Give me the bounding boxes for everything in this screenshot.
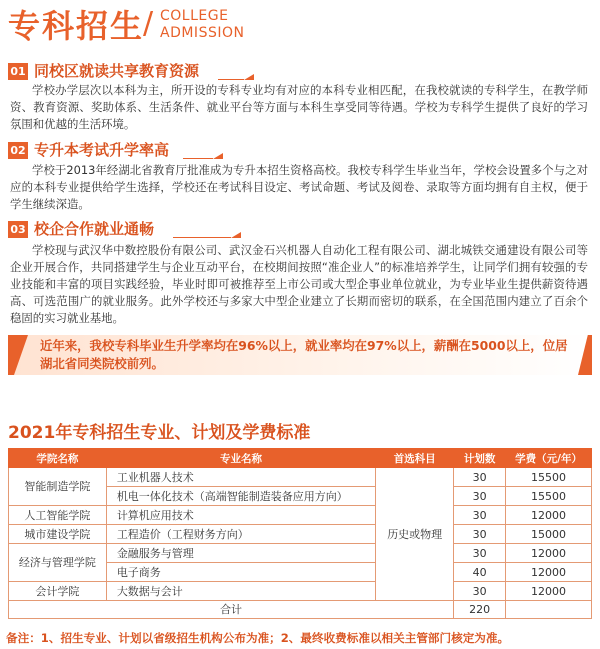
section-title: 同校区就读共享教育资源 [34, 62, 200, 80]
fee-cell: 15500 [506, 468, 592, 487]
fee-cell: 15500 [506, 487, 592, 506]
fee-cell: 15000 [506, 525, 592, 544]
banner-right-accent [578, 335, 592, 375]
table-total-row [9, 601, 592, 619]
major-cell: 计算机应用技术 [106, 506, 375, 525]
plan-cell: 30 [454, 544, 506, 563]
plan-cell: 40 [454, 563, 506, 582]
fee-cell: 12000 [506, 506, 592, 525]
major-cell: 大数据与会计 [106, 582, 375, 601]
total-label: 合计 [9, 601, 454, 619]
plan-cell: 30 [454, 525, 506, 544]
total-plan: 220 [454, 601, 506, 619]
section-number: 02 [8, 142, 28, 159]
section-paragraph-01: 学校办学层次以本科为主，所开设的专科专业均有对应的本科专业相匹配，在我校就读的专科学生，在教学师资、教育资源、奖助体系、生活条件、就业平台等方面与本科生享受同等待遇。学校为专科学生提供了良好的学习氛围和优越的生活环境。 [10, 83, 588, 131]
title-english-line2: ADMISSION [160, 25, 245, 41]
total-fee-empty [506, 601, 592, 619]
footnote: 备注：1、招生专业、计划以省级招生机构公布为准；2、最终收费标准以相关主管部门核定为准。 [6, 631, 510, 645]
header-college: 学院名称 [9, 449, 107, 468]
college-cell: 城市建设学院 [9, 525, 107, 544]
major-cell: 金融服务与管理 [106, 544, 375, 563]
plan-cell: 30 [454, 468, 506, 487]
plan-cell: 30 [454, 506, 506, 525]
section-number: 03 [8, 221, 28, 238]
major-cell: 机电一体化技术（高端智能制造装备应用方向） [106, 487, 375, 506]
subject-cell: 历史或物理 [376, 468, 454, 601]
section-heading-03 [8, 221, 588, 239]
header-plan: 计划数 [454, 449, 506, 468]
section-paragraph-03: 学校现与武汉华中数控股份有限公司、武汉金石兴机器人自动化工程有限公司、湖北城铁交通建设有限公司等企业开展合作，共同搭建学生与企业互动平台，在校期间按照“准企业人”的标准培养学生，让同学们拥有较强的专业技能和丰富的项目实践经验，毕业时即可被推荐至上市公司或大型企事业单位就业，为专业毕业生提供薪资待遇高、可选范围广的就业服务。此外学校还与多家大中型企业建立了长期而密切的联系，在全国范围内建立了百余个稳固的实习就业基地。 [10, 243, 588, 325]
title-english [160, 8, 244, 42]
section-paragraph-02: 学校于2013年经湖北省教育厅批准成为专升本招生资格高校。我校专科学生毕业当年，学校会设置多个与之对应的本科专业提供给学生选择，学校还在考试科目设定、考试命题、考试及阅卷、录取等方面均拥有自主权，便于学生继续深造。 [10, 163, 588, 211]
section-underline [183, 158, 213, 159]
banner-left-accent [8, 335, 28, 375]
section-heading-01 [8, 63, 588, 81]
college-cell: 智能制造学院 [9, 468, 107, 506]
section-number: 01 [8, 63, 28, 80]
section-underline [173, 237, 231, 238]
section-title: 专升本考试升学率高 [34, 141, 170, 159]
table-row [9, 468, 592, 487]
section-title: 校企合作就业通畅 [34, 220, 155, 238]
page-title: 专科招生 [8, 7, 145, 45]
fee-cell: 12000 [506, 563, 592, 582]
header-subject: 首选科目 [376, 449, 454, 468]
table-title: 2021年专科招生专业、计划及学费标准 [8, 423, 311, 443]
section-underline [218, 79, 244, 80]
major-cell: 工业机器人技术 [106, 468, 375, 487]
fee-cell: 12000 [506, 544, 592, 563]
section-underline-tail [213, 153, 223, 159]
plan-cell: 30 [454, 487, 506, 506]
plan-cell: 30 [454, 582, 506, 601]
header-fee: 学费（元/年） [506, 449, 592, 468]
header-major: 专业名称 [106, 449, 375, 468]
admission-table [8, 448, 592, 619]
fee-cell: 12000 [506, 582, 592, 601]
title-slash: / [143, 6, 154, 41]
college-cell: 会计学院 [9, 582, 107, 601]
college-cell: 经济与管理学院 [9, 544, 107, 582]
title-english-line1: COLLEGE [160, 8, 229, 24]
table-row [9, 525, 592, 544]
table-row [9, 582, 592, 601]
highlight-banner [12, 335, 590, 375]
table-row [9, 506, 592, 525]
table-row [9, 544, 592, 563]
major-cell: 电子商务 [106, 563, 375, 582]
section-underline-tail [231, 232, 241, 238]
table-header-row [9, 449, 592, 468]
section-heading-02 [8, 142, 588, 160]
major-cell: 工程造价（工程财务方向） [106, 525, 375, 544]
section-underline-tail [244, 74, 254, 80]
college-cell: 人工智能学院 [9, 506, 107, 525]
banner-text: 近年来，我校专科毕业生升学率均在96%以上，就业率均在97%以上，薪酬在5000以上，位居湖北省同类院校前列。 [40, 338, 568, 371]
